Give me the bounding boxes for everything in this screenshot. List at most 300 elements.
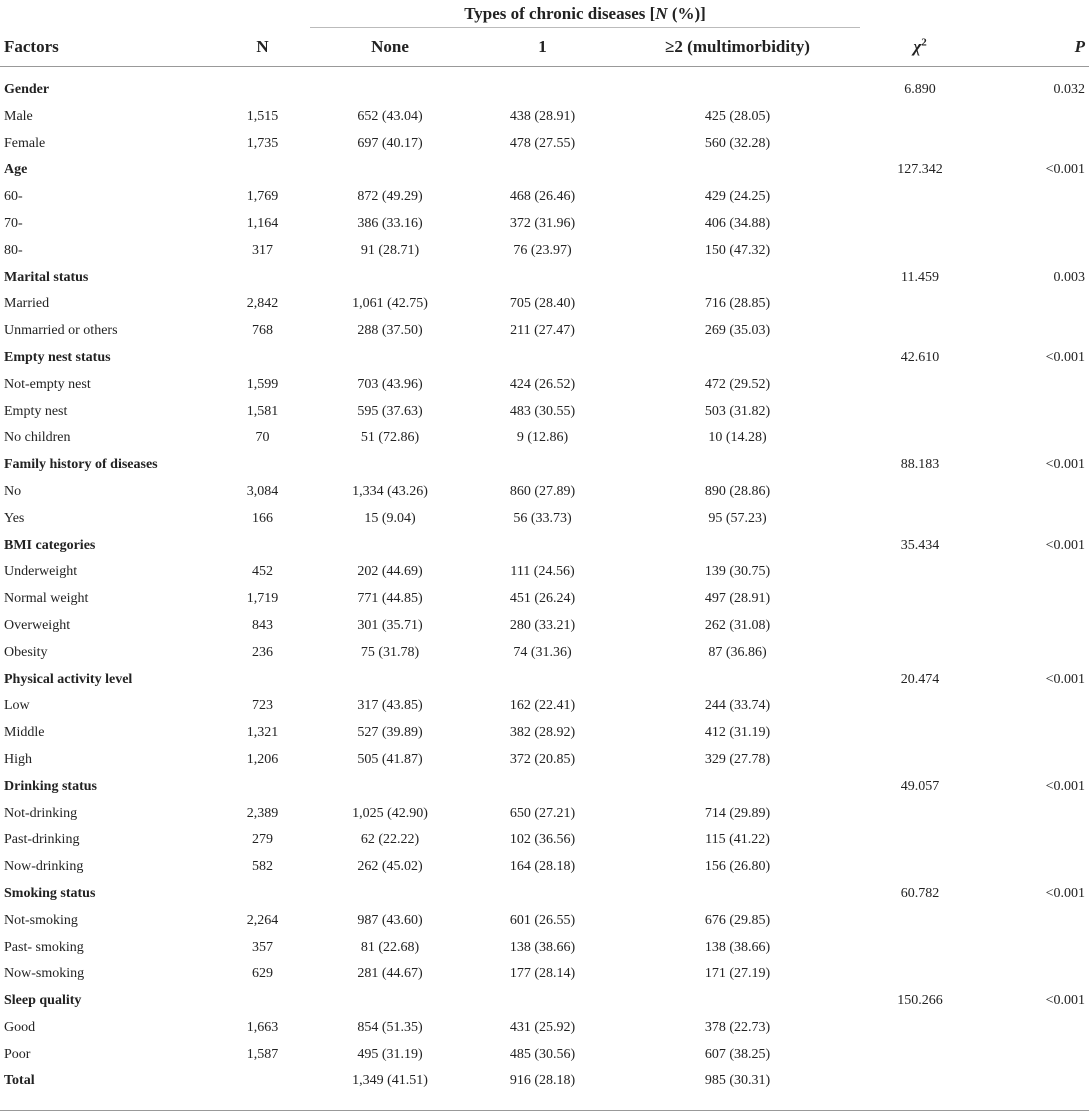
table-row [0, 1042, 1089, 1069]
none-cell [310, 988, 470, 1015]
factor-cell: No [4, 483, 22, 499]
category-row [0, 77, 1089, 104]
none-cell: 987 (43.60) [357, 912, 423, 928]
factor-cell: Now-smoking [4, 966, 85, 982]
factor-cell: Low [4, 698, 30, 714]
none-cell: 1,025 (42.90) [352, 805, 428, 821]
multi-cell: 87 (36.86) [708, 644, 767, 660]
table-row [0, 827, 1089, 854]
factor-cell: No children [4, 430, 71, 446]
one-cell: 468 (26.46) [509, 189, 576, 205]
multi-cell [615, 345, 860, 372]
p-cell [980, 693, 1089, 720]
multi-cell: 412 (31.19) [704, 725, 771, 741]
n-cell: 1,581 [246, 403, 279, 419]
table-row [0, 425, 1089, 452]
chi-cell [860, 1068, 980, 1095]
multi-cell [615, 157, 860, 184]
n-cell [215, 774, 310, 801]
p-cell [980, 506, 1089, 533]
chi-cell: 127.342 [897, 162, 943, 178]
table-row [0, 291, 1089, 318]
chi-cell [860, 479, 980, 506]
chi-cell [860, 318, 980, 345]
one-cell: 177 (28.14) [509, 966, 576, 982]
one-cell: 860 (27.89) [509, 483, 576, 499]
one-cell: 601 (26.55) [509, 912, 576, 928]
chi-cell [860, 1015, 980, 1042]
multi-cell: 503 (31.82) [704, 403, 771, 419]
multi-cell: 95 (57.23) [708, 510, 767, 526]
one-cell [470, 345, 615, 372]
p-cell [980, 908, 1089, 935]
header-row-group [0, 0, 1089, 28]
chi-cell: 35.434 [900, 537, 940, 553]
table-row [0, 559, 1089, 586]
none-cell [310, 77, 470, 104]
factor-cell: 70- [4, 215, 23, 231]
table-row [0, 693, 1089, 720]
col-header-factors: Factors [0, 28, 215, 67]
category-row [0, 667, 1089, 694]
one-cell: 111 (24.56) [510, 564, 575, 580]
chi-cell [860, 372, 980, 399]
one-cell: 372 (20.85) [509, 751, 576, 767]
factor-cell: Physical activity level [4, 671, 133, 687]
factor-cell: Gender [4, 82, 50, 97]
multi-cell [615, 881, 860, 908]
n-cell: 1,735 [246, 135, 279, 151]
chi-cell [860, 238, 980, 265]
n-cell: 629 [252, 966, 273, 982]
category-row [0, 881, 1089, 908]
n-cell [215, 452, 310, 479]
factor-cell: Female [4, 135, 46, 151]
none-cell: 697 (40.17) [357, 135, 423, 151]
n-cell [215, 881, 310, 908]
none-cell [310, 881, 470, 908]
none-cell: 288 (37.50) [357, 323, 423, 339]
one-cell: 280 (33.21) [509, 617, 576, 633]
none-cell: 771 (44.85) [357, 591, 423, 607]
none-cell: 505 (41.87) [357, 751, 423, 767]
n-cell: 582 [252, 859, 273, 875]
factor-cell: Smoking status [4, 885, 96, 901]
p-cell: <0.001 [1045, 778, 1086, 794]
total-row [0, 1068, 1089, 1095]
category-row [0, 452, 1089, 479]
col-header-one: 1 [470, 28, 615, 67]
n-cell: 452 [252, 564, 273, 580]
none-cell [310, 265, 470, 292]
table-row [0, 908, 1089, 935]
chi-cell [860, 1042, 980, 1069]
chi-cell [860, 935, 980, 962]
p-cell: <0.001 [1045, 993, 1086, 1009]
multi-cell: 378 (22.73) [704, 1019, 771, 1035]
multi-cell: 676 (29.85) [704, 912, 771, 928]
multi-cell: 10 (14.28) [708, 430, 767, 446]
table-row [0, 854, 1089, 881]
one-cell: 76 (23.97) [513, 242, 572, 258]
factor-cell: Drinking status [4, 778, 97, 794]
one-cell: 372 (31.96) [509, 215, 576, 231]
multi-cell: 560 (32.28) [704, 135, 771, 151]
none-cell: 301 (35.71) [357, 617, 423, 633]
p-cell [980, 961, 1089, 988]
category-row [0, 533, 1089, 560]
chi-cell [860, 827, 980, 854]
col-header-none: None [310, 28, 470, 67]
factor-cell: Unmarried or others [4, 323, 118, 339]
multi-cell [615, 452, 860, 479]
one-cell: 162 (22.41) [509, 698, 576, 714]
p-cell [980, 1042, 1089, 1069]
n-cell [215, 533, 310, 560]
multi-cell [615, 774, 860, 801]
one-cell: 478 (27.55) [509, 135, 576, 151]
p-cell [980, 586, 1089, 613]
none-cell: 51 (72.86) [360, 430, 420, 446]
factor-cell: Good [4, 1019, 36, 1035]
n-cell: 2,264 [246, 912, 279, 928]
one-cell [470, 533, 615, 560]
n-cell: 166 [252, 510, 273, 526]
multi-cell [615, 77, 860, 104]
p-cell [980, 1068, 1089, 1095]
none-cell [310, 533, 470, 560]
chi-cell: 150.266 [897, 993, 943, 1009]
none-cell: 527 (39.89) [357, 725, 423, 741]
factor-cell: 80- [4, 242, 23, 258]
p-cell: <0.001 [1045, 162, 1086, 178]
table-row [0, 372, 1089, 399]
factor-cell: Total [4, 1073, 35, 1089]
multi-cell [615, 988, 860, 1015]
multi-cell: 714 (29.89) [704, 805, 771, 821]
factor-cell: Male [4, 108, 33, 124]
multi-cell: 985 (30.31) [704, 1073, 771, 1089]
table-row [0, 640, 1089, 667]
none-cell: 281 (44.67) [357, 966, 423, 982]
none-cell [310, 667, 470, 694]
multi-cell: 607 (38.25) [704, 1046, 771, 1062]
none-cell: 202 (44.69) [357, 564, 423, 580]
chi-cell [860, 506, 980, 533]
col-header-n: N [215, 28, 310, 67]
one-cell [470, 265, 615, 292]
p-cell [980, 613, 1089, 640]
none-cell [310, 157, 470, 184]
factor-cell: Empty nest [4, 403, 68, 419]
one-cell: 56 (33.73) [513, 510, 572, 526]
category-row [0, 774, 1089, 801]
none-cell: 75 (31.78) [360, 644, 420, 660]
factor-cell: Marital status [4, 269, 89, 285]
p-cell [980, 747, 1089, 774]
chi-cell [860, 586, 980, 613]
p-cell [980, 318, 1089, 345]
one-cell: 74 (31.36) [513, 644, 572, 660]
none-cell: 703 (43.96) [357, 376, 423, 392]
table-row [0, 961, 1089, 988]
multi-cell: 138 (38.66) [704, 939, 771, 955]
factor-cell: Not-smoking [4, 912, 78, 928]
n-cell: 1,321 [246, 725, 279, 741]
n-cell: 3,084 [246, 483, 279, 499]
one-cell: 438 (28.91) [509, 108, 576, 124]
one-cell [470, 77, 615, 104]
chi-cell: 88.183 [900, 457, 940, 473]
multi-cell: 890 (28.86) [704, 483, 771, 499]
chi-cell [860, 399, 980, 426]
p-cell [980, 935, 1089, 962]
table-row [0, 399, 1089, 426]
multi-cell: 115 (41.22) [705, 832, 770, 848]
p-cell [980, 1015, 1089, 1042]
n-cell [215, 1068, 310, 1095]
multi-cell: 716 (28.85) [704, 296, 771, 312]
one-cell: 485 (30.56) [509, 1046, 576, 1062]
category-row [0, 265, 1089, 292]
chi-cell [860, 104, 980, 131]
multi-cell [615, 265, 860, 292]
col-header-p: P [980, 28, 1089, 67]
p-cell [980, 104, 1089, 131]
n-cell [215, 988, 310, 1015]
one-cell [470, 667, 615, 694]
factor-cell: Normal weight [4, 591, 89, 607]
chi-cell [860, 291, 980, 318]
one-cell: 102 (36.56) [509, 832, 576, 848]
none-cell: 386 (33.16) [357, 215, 423, 231]
chi-cell [860, 720, 980, 747]
chi-cell [860, 908, 980, 935]
multi-cell [615, 667, 860, 694]
n-cell: 1,769 [246, 189, 279, 205]
factor-cell: Middle [4, 725, 45, 741]
p-cell: <0.001 [1045, 537, 1086, 553]
one-cell: 650 (27.21) [509, 805, 576, 821]
none-cell: 15 (9.04) [364, 510, 416, 526]
one-cell: 705 (28.40) [509, 296, 576, 312]
one-cell [470, 988, 615, 1015]
none-cell: 81 (22.68) [360, 939, 420, 955]
none-cell: 62 (22.22) [360, 832, 420, 848]
chi-cell [860, 854, 980, 881]
n-cell: 70 [255, 430, 270, 446]
multi-cell: 497 (28.91) [704, 591, 771, 607]
category-row [0, 157, 1089, 184]
p-cell [980, 640, 1089, 667]
table-row [0, 1015, 1089, 1042]
one-cell: 451 (26.24) [509, 591, 576, 607]
n-cell: 357 [252, 939, 273, 955]
p-cell [980, 131, 1089, 158]
factor-cell: Family history of diseases [4, 457, 158, 473]
multi-cell: 171 (27.19) [704, 966, 771, 982]
factor-cell: Obesity [4, 644, 48, 660]
factor-cell: Past- smoking [4, 939, 84, 955]
chi-cell [860, 184, 980, 211]
chi-cell: 42.610 [900, 349, 940, 365]
none-cell [310, 774, 470, 801]
table-row [0, 318, 1089, 345]
p-cell [980, 399, 1089, 426]
table-row [0, 613, 1089, 640]
category-row [0, 988, 1089, 1015]
none-cell: 1,334 (43.26) [352, 483, 428, 499]
multi-cell: 425 (28.05) [704, 108, 771, 124]
p-cell [980, 372, 1089, 399]
n-cell: 1,164 [246, 215, 279, 231]
multi-cell: 429 (24.25) [704, 189, 771, 205]
n-cell [215, 265, 310, 292]
multi-cell [615, 533, 860, 560]
multi-cell: 472 (29.52) [704, 376, 771, 392]
one-cell: 138 (38.66) [509, 939, 576, 955]
col-header-multimorbidity: ≥2 (multimorbidity) [615, 28, 860, 67]
n-cell: 1,599 [246, 376, 279, 392]
one-cell [470, 774, 615, 801]
table-row [0, 479, 1089, 506]
table-bottom-rule [0, 1110, 1089, 1111]
p-cell [980, 479, 1089, 506]
one-cell: 382 (28.92) [509, 725, 576, 741]
one-cell: 431 (25.92) [509, 1019, 576, 1035]
col-header-chi-square: $\chi^2$ [860, 28, 980, 67]
factor-cell: Sleep quality [4, 993, 82, 1009]
chi-cell: 11.459 [901, 269, 939, 285]
n-cell: 843 [252, 617, 273, 633]
one-cell [470, 881, 615, 908]
chi-cell [860, 131, 980, 158]
chi-cell [860, 559, 980, 586]
one-cell [470, 157, 615, 184]
n-cell: 768 [252, 323, 273, 339]
chi-cell [860, 801, 980, 828]
p-cell [980, 801, 1089, 828]
p-cell [980, 184, 1089, 211]
multi-cell: 269 (35.03) [704, 323, 771, 339]
one-cell: 211 (27.47) [510, 323, 575, 339]
p-cell: <0.001 [1045, 349, 1086, 365]
n-cell: 2,389 [246, 805, 279, 821]
factor-cell: Poor [4, 1046, 31, 1062]
multi-cell: 329 (27.78) [704, 751, 771, 767]
factor-cell: Age [4, 162, 28, 178]
table-row [0, 801, 1089, 828]
one-cell [470, 452, 615, 479]
n-cell [215, 667, 310, 694]
none-cell: 495 (31.19) [357, 1046, 423, 1062]
table-row [0, 131, 1089, 158]
n-cell: 723 [252, 698, 273, 714]
one-cell: 483 (30.55) [509, 403, 576, 419]
p-cell: 0.003 [1053, 269, 1086, 285]
table-row [0, 586, 1089, 613]
none-cell: 91 (28.71) [360, 242, 420, 258]
n-cell [215, 77, 310, 104]
n-cell: 317 [252, 242, 273, 258]
chi-cell [860, 961, 980, 988]
factor-cell: 60- [4, 189, 23, 205]
chi-cell [860, 613, 980, 640]
chi-cell [860, 693, 980, 720]
multi-cell: 406 (34.88) [704, 215, 771, 231]
chi-cell: 20.474 [900, 671, 940, 687]
none-cell: 854 (51.35) [357, 1019, 423, 1035]
n-cell: 1,515 [246, 108, 279, 124]
multi-cell: 156 (26.80) [704, 859, 771, 875]
multi-cell: 150 (47.32) [704, 242, 771, 258]
none-cell: 1,349 (41.51) [352, 1073, 428, 1089]
chi-cell [860, 640, 980, 667]
n-cell: 1,206 [246, 751, 279, 767]
none-cell: 872 (49.29) [357, 189, 423, 205]
none-cell [310, 345, 470, 372]
none-cell: 317 (43.85) [357, 698, 423, 714]
chi-cell [860, 211, 980, 238]
factor-cell: Past-drinking [4, 832, 80, 848]
table-row [0, 211, 1089, 238]
n-cell [215, 345, 310, 372]
one-cell: 164 (28.18) [509, 859, 576, 875]
n-cell: 279 [252, 832, 273, 848]
n-cell: 1,663 [246, 1019, 279, 1035]
factor-cell: Married [4, 296, 50, 312]
n-cell: 236 [252, 644, 273, 660]
p-cell: <0.001 [1045, 457, 1086, 473]
factor-cell: Not-empty nest [4, 376, 91, 392]
one-cell: 424 (26.52) [509, 376, 576, 392]
factor-cell: BMI categories [4, 537, 96, 553]
chi-cell [860, 747, 980, 774]
factor-cell: Empty nest status [4, 349, 111, 365]
table-row [0, 104, 1089, 131]
table-row [0, 238, 1089, 265]
one-cell: 9 (12.86) [516, 430, 569, 446]
n-cell [215, 157, 310, 184]
chi-cell: 6.890 [904, 82, 936, 97]
table-row [0, 935, 1089, 962]
n-cell: 1,587 [246, 1046, 279, 1062]
factor-cell: Underweight [4, 564, 78, 580]
chi-cell [860, 425, 980, 452]
n-cell: 2,842 [246, 296, 279, 312]
p-cell: <0.001 [1045, 671, 1086, 687]
factor-cell: Now-drinking [4, 859, 84, 875]
none-cell: 595 (37.63) [357, 403, 423, 419]
p-cell [980, 559, 1089, 586]
chi-cell: 49.057 [900, 778, 940, 794]
header-row-columns [0, 28, 1089, 67]
p-cell [980, 238, 1089, 265]
p-cell [980, 211, 1089, 238]
p-cell: <0.001 [1045, 885, 1086, 901]
none-cell [310, 452, 470, 479]
table-row [0, 506, 1089, 533]
table-row [0, 720, 1089, 747]
table-row [0, 184, 1089, 211]
table-row [0, 747, 1089, 774]
group-header: Types of chronic diseases [N (%)] [310, 0, 860, 28]
one-cell: 916 (28.18) [509, 1073, 576, 1089]
factor-cell: High [4, 751, 32, 767]
p-cell [980, 720, 1089, 747]
factor-cell: Overweight [4, 617, 71, 633]
p-cell: 0.032 [1053, 82, 1086, 97]
